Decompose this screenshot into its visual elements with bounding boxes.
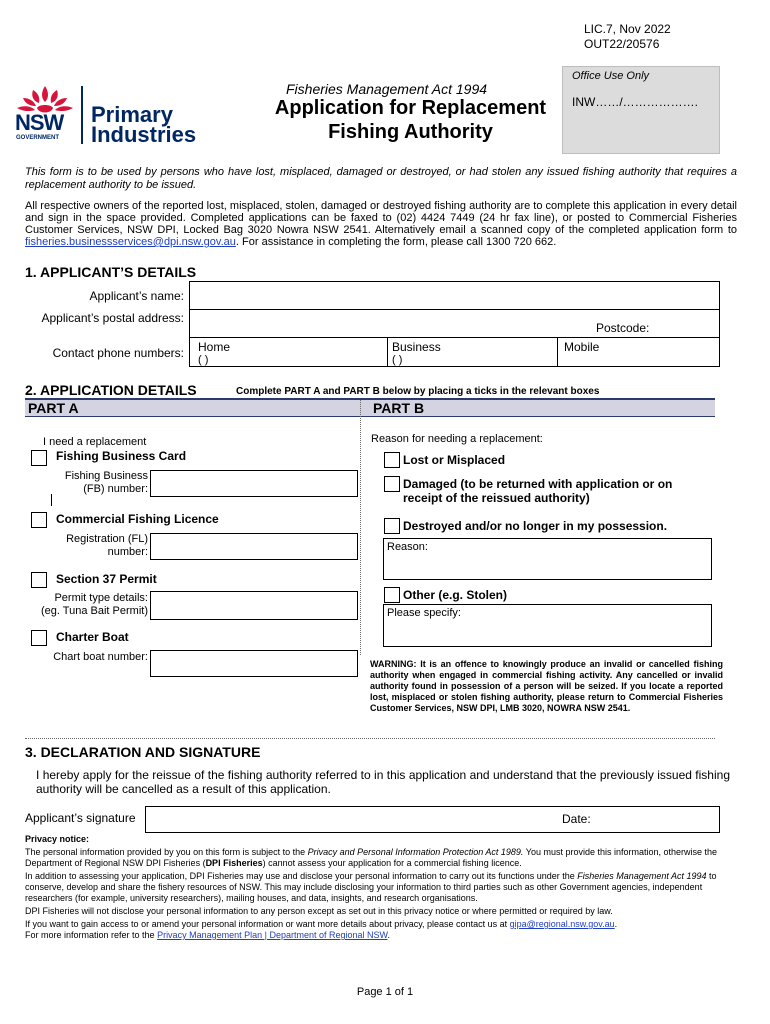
privacy-p4-end: .	[614, 919, 618, 929]
charter-number-field[interactable]	[150, 650, 358, 677]
privacy-para-5	[25, 930, 718, 941]
text-cursor	[51, 494, 52, 506]
privacy-para-3: DPI Fisheries will not disclose your personal information to any person except as set out in this privacy notice or where permitted or required by law.	[25, 906, 613, 916]
page-number: Page 1 of 1	[356, 986, 414, 998]
form-reference	[584, 22, 671, 52]
lost-misplaced-checkbox[interactable]	[384, 452, 400, 468]
commercial-fishing-licence-label: Commercial Fishing Licence	[56, 512, 219, 526]
privacy-notice	[25, 834, 718, 941]
privacy-p4-text: If you want to gain access to or amend your personal information or want more details about privacy, please contact us at	[25, 919, 510, 929]
damaged-label-line2: receipt of the reissued authority)	[403, 491, 590, 505]
fishing-business-card-label: Fishing Business Card	[56, 449, 187, 463]
phone-label: Contact phone numbers:	[52, 346, 184, 360]
fl-number-label-line2: number:	[107, 546, 148, 558]
specify-field-label: Please specify:	[387, 607, 461, 619]
part-header-bar	[25, 398, 715, 417]
privacy-para-1	[25, 847, 718, 869]
need-replacement-label: I need a replacement	[43, 436, 147, 448]
privacy-act-name: Privacy and Personal Information Protection Act 1989.	[307, 847, 524, 857]
privacy-plan-link[interactable]: Privacy Management Plan | Department of Regional NSW	[157, 930, 388, 940]
logo-industries-text: Industries	[91, 122, 197, 147]
permit-type-label-line2: (eg. Tuna Bait Permit)	[41, 605, 148, 617]
fisheries-act-name: Fisheries Management Act 1994	[577, 871, 707, 881]
destroyed-checkbox[interactable]	[384, 518, 400, 534]
mobile-phone-label: Mobile	[564, 340, 600, 354]
section1-heading: 1. APPLICANT’S DETAILS	[25, 264, 197, 280]
home-area-code: ( )	[198, 354, 209, 366]
charter-number-label: Chart boat number:	[53, 651, 148, 663]
fb-number-label	[45, 470, 148, 496]
section3-divider	[25, 738, 715, 739]
business-phone-field[interactable]	[387, 337, 559, 367]
logo-government-text: GOVERNMENT	[16, 135, 60, 141]
damaged-checkbox[interactable]	[384, 476, 400, 492]
intro-purpose: This form is to be used by persons who have lost, misplaced, damaged or destroyed, or had stolen any issued fishing authority that requires a replacement authority to be issued.	[25, 166, 737, 191]
fl-number-field[interactable]	[150, 533, 358, 560]
charter-boat-label: Charter Boat	[56, 630, 129, 644]
part-b-heading: PART B	[373, 400, 425, 416]
destroyed-label: Destroyed and/or no longer in my possession.	[403, 519, 668, 533]
nsw-dpi-logo	[13, 84, 203, 148]
fb-number-label-line1: Fishing Business	[64, 470, 148, 482]
form-code: LIC.7, Nov 2022	[584, 22, 671, 36]
section37-permit-checkbox[interactable]	[31, 572, 47, 588]
section3-heading: 3. DECLARATION AND SIGNATURE	[25, 744, 261, 760]
intro-text-end: . For assistance in completing the form, please call 1300 720 662.	[235, 236, 557, 248]
intro-text: All respective owners of the reported lost, misplaced, stolen, damaged or destroyed fishing authority are to complete this application in every detail and sign in the space provided. Completed applications can be faxed to (02) 4424 7449 (24 hr fax line), or posted to Commercial Fisheries Customer Services, NSW DPI, Locked Bag 3020 Nowra NSW 2541. Alternatively email a scanned copy of the completed application form to	[25, 200, 737, 236]
privacy-p2-text-2: to conserve, develop and share the fishery resources of NSW. This may include disclosing your information to third parties such as other Government agencies, independent researchers (for example, university researchers), mailing houses, and data, insights, and research organisations.	[25, 871, 717, 903]
fl-number-label	[45, 533, 148, 559]
commercial-fishing-licence-checkbox[interactable]	[31, 512, 47, 528]
date-label: Date:	[562, 812, 591, 826]
act-title: Fisheries Management Act 1994	[286, 81, 488, 97]
specify-field[interactable]	[383, 604, 712, 647]
dpi-fisheries-term: DPI Fisheries	[205, 858, 263, 868]
privacy-para-2	[25, 871, 718, 904]
intro-instructions	[25, 200, 737, 248]
section37-permit-label: Section 37 Permit	[56, 572, 157, 586]
fishing-business-card-checkbox[interactable]	[31, 450, 47, 466]
privacy-para-4	[25, 919, 718, 930]
office-use-box	[562, 66, 720, 154]
home-phone-label: Home	[198, 340, 231, 354]
reason-field[interactable]	[383, 538, 712, 580]
gipa-email-link[interactable]: gipa@regional.nsw.gov.au	[509, 919, 615, 929]
reason-field-label: Reason:	[387, 541, 428, 553]
privacy-p1-text-3: ) cannot assess your application for a commercial fishing licence.	[262, 858, 522, 868]
other-label: Other (e.g. Stolen)	[403, 588, 508, 602]
form-title-line2: Fishing Authority	[328, 121, 493, 143]
warning-notice: WARNING: It is an offence to knowingly produce an invalid or cancelled fishing authority when engaged in commercial fishing activity. Any cancelled or invalid authority found in possession of a person will be seized. If you locate a reported lost, misplaced or stolen fishing authority, please return to Commercial Fisheries Customer Services, NSW DPI, LMB 3020, NOWRA NSW 2541.	[370, 659, 723, 713]
form-title-line1: Application for Replacement	[274, 97, 547, 119]
postcode-label: Postcode:	[596, 321, 650, 335]
postal-address-label: Applicant’s postal address:	[41, 311, 184, 325]
part-divider	[360, 400, 361, 655]
privacy-p2-text: In addition to assessing your application, DPI Fisheries may use and disclose your personal information to carry out its functions under the	[25, 871, 578, 881]
fb-number-field[interactable]	[150, 470, 358, 497]
form-title	[268, 96, 553, 144]
signature-field[interactable]	[145, 806, 720, 833]
section2-heading: 2. APPLICATION DETAILS	[25, 382, 197, 398]
form-ref-number: OUT22/20576	[584, 37, 660, 51]
other-checkbox[interactable]	[384, 587, 400, 603]
privacy-p1-text: The personal information provided by you on this form is subject to the	[25, 847, 308, 857]
business-phone-label: Business	[392, 340, 441, 354]
reason-heading: Reason for needing a replacement:	[371, 433, 543, 445]
logo-nsw-text: NSW	[15, 110, 64, 135]
declaration-text: I hereby apply for the reissue of the fishing authority referred to in this application and understand that the previously issued fishing authority will be cancelled as a result of this application.	[36, 768, 730, 796]
office-use-value: INW……/……………….	[572, 95, 698, 109]
permit-type-label-line1: Permit type details:	[54, 592, 148, 604]
charter-boat-checkbox[interactable]	[31, 630, 47, 646]
signature-label: Applicant’s signature	[25, 811, 136, 825]
privacy-p5-text: For more information refer to the	[25, 930, 158, 940]
home-phone-field[interactable]	[189, 337, 389, 367]
damaged-label-line1: Damaged (to be returned with application or on	[403, 477, 673, 491]
lost-misplaced-label: Lost or Misplaced	[403, 453, 506, 467]
privacy-p5-end: .	[387, 930, 391, 940]
privacy-p1-text-2: You must provide this information, otherwise the Department of Regional NSW DPI Fisheries (	[25, 847, 718, 868]
office-use-label: Office Use Only	[572, 70, 650, 82]
email-link[interactable]: fisheries.businessservices@dpi.nsw.gov.au	[25, 236, 236, 248]
applicant-name-label: Applicant’s name:	[89, 289, 184, 303]
damaged-label	[403, 477, 672, 505]
part-a-heading: PART A	[28, 400, 79, 416]
privacy-heading: Privacy notice:	[25, 834, 90, 844]
logo-primary-text: Primary	[91, 102, 173, 127]
permit-type-label	[20, 592, 148, 618]
mobile-phone-field[interactable]	[557, 337, 720, 367]
business-area-code: ( )	[392, 354, 403, 366]
fb-number-label-line2: (FB) number:	[83, 483, 148, 495]
permit-type-field[interactable]	[150, 591, 358, 620]
section2-instruction: Complete PART A and PART B below by placing a ticks in the relevant boxes	[236, 386, 600, 397]
applicant-name-field[interactable]	[189, 281, 720, 311]
logo-divider	[81, 86, 83, 144]
fl-number-label-line1: Registration (FL)	[66, 533, 148, 545]
